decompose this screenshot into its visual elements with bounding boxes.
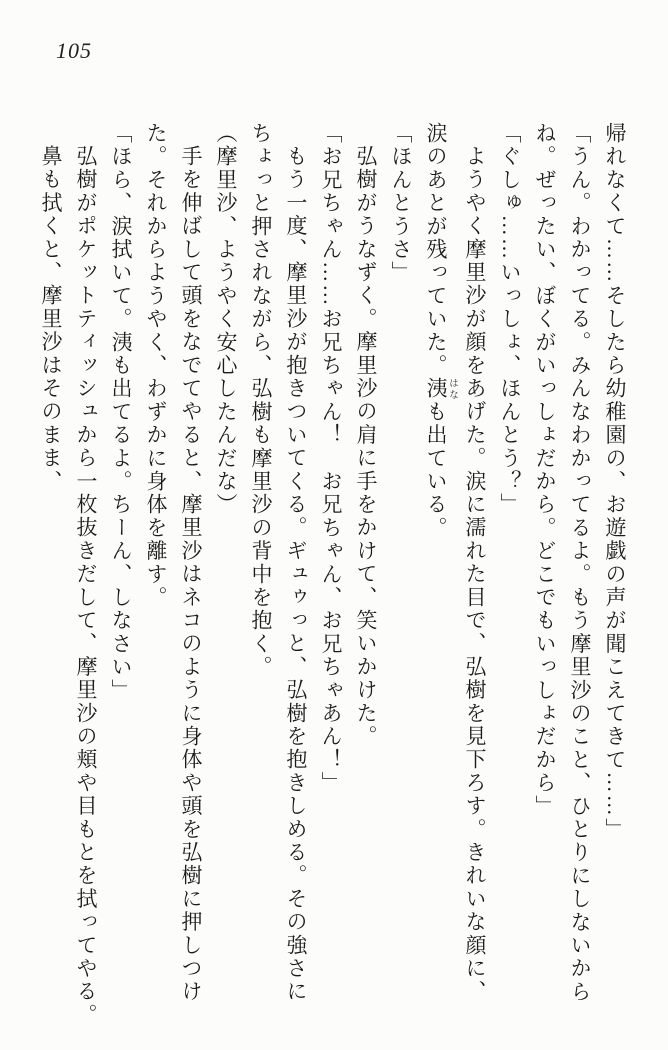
page-number: 105 <box>56 38 92 63</box>
text-column: 手を伸ばして頭をなでてやると、摩里沙はネコのように身体や頭を弘樹に押しつけ <box>179 145 203 1004</box>
text-column: 「ほら、涙拭いて。洟も出てるよ。ちーん、しなさい」 <box>109 122 133 702</box>
text-column: 涙のあとが残っていた。洟 はなも出ている。 <box>424 122 457 540</box>
furigana-ruby: 洟 はな <box>424 377 457 401</box>
vertical-text-block <box>33 122 632 1027</box>
text-column: 「お兄ちゃん……お兄ちゃん！ お兄ちゃん、お兄ちゃあん！」 <box>319 122 343 795</box>
text-column: 弘樹がうなずく。摩里沙の肩に手をかけて、笑いかけた。 <box>354 145 378 749</box>
text-column: た。それからようやく、わずかに身体を離す。 <box>144 122 168 610</box>
text-column: 「ほんとうさ」 <box>389 122 413 285</box>
text-column: 弘樹がポケットティッシュから一枚抜きだして、摩里沙の頬や目もとを拭ってやる。 <box>74 145 98 1027</box>
text-column: 帰れなくて……そしたら幼稚園の、お遊戯の声が聞こえてきて……」 <box>603 122 627 842</box>
text-column: ちょっと押されながら、弘樹も摩里沙の背中を抱く。 <box>249 122 273 679</box>
text-column: （摩里沙、ようやく安心したんだな） <box>214 122 238 517</box>
text-column: 「うん。わかってる。みんなわかってるよ。もう摩里沙のこと、ひとりにしないから <box>568 122 592 1004</box>
text-column: 「ぐしゅ……いっしょ、ほんとう？」 <box>498 122 522 517</box>
text-column: ようやく摩里沙が顔をあげた。涙に濡れた目で、弘樹を見下ろす。きれいな顔に、 <box>463 145 487 1004</box>
text-column: 鼻も拭くと、摩里沙はそのまま、 <box>39 145 63 493</box>
text-column: もう一度、摩里沙が抱きついてくる。ギュゥっと、弘樹を抱きしめる。その強さに <box>284 145 308 1004</box>
text-column: ね。ぜったい、ぼくがいっしょだから。どこでもいっしょだから」 <box>533 122 557 818</box>
